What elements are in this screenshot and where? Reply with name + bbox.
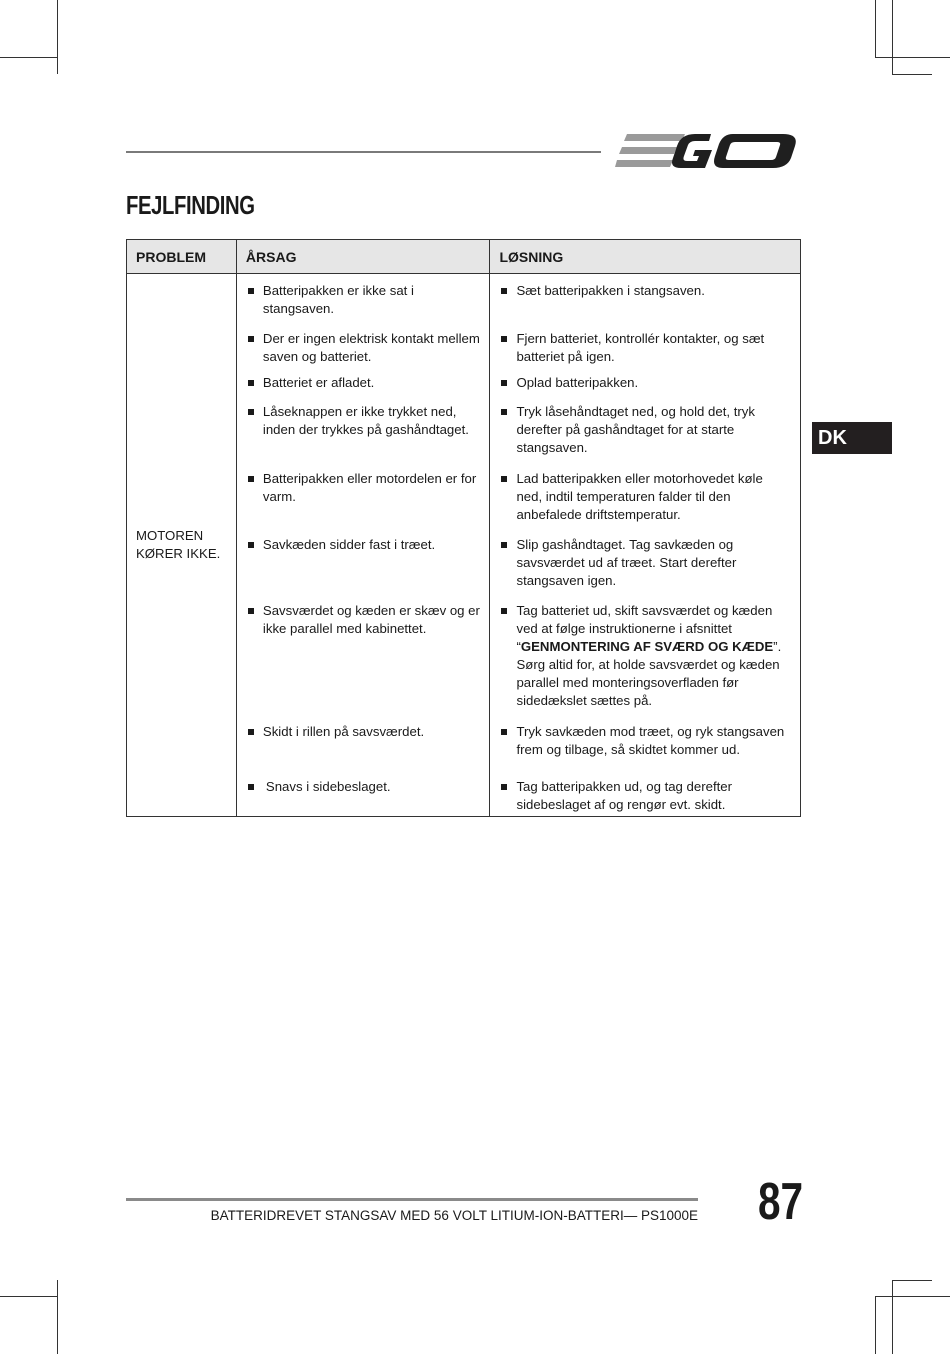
column-header-problem: PROBLEM [127, 240, 237, 274]
cause-text: Låseknappen er ikke trykket ned, inden der trykkes på gashåndtaget. [246, 403, 481, 439]
cause-text: Savkæden sidder fast i træet. [246, 536, 481, 554]
section-reference: GENMONTERING AF SVÆRD OG KÆDE [520, 638, 774, 654]
crop-mark [875, 1296, 876, 1354]
solution-text: Oplad batteripakken. [499, 374, 791, 392]
crop-mark [892, 1280, 932, 1281]
crop-mark [892, 1280, 893, 1354]
crop-mark [0, 1296, 58, 1297]
solution-text: Tryk savkæden mod træet, og ryk stangsaven frem og tilbage, så skidtet kommer ud. [499, 723, 791, 759]
column-header-cause: ÅRSAG [236, 240, 490, 274]
troubleshooting-table [126, 239, 801, 817]
crop-mark [892, 74, 932, 75]
crop-mark [875, 0, 876, 58]
column-header-solution: LØSNING [490, 240, 801, 274]
cause-text: Savsværdet og kæden er skæv og er ikke parallel med kabinettet. [246, 602, 481, 638]
solution-text: Tag batteriet ud, skift savsværdet og kæden ved at følge instruktionerne i afsnittet “GENMONTERING AF SVÆRD OG KÆDE”. Sørg altid for, at holde savsværdet og kæden parallel med monteringsoverfladen før sidedækslet sættes på. [499, 602, 791, 710]
cause-text: Der er ingen elektrisk kontakt mellem saven og batteriet. [246, 330, 481, 366]
solution-text: Sæt batteripakken i stangsaven. [499, 282, 791, 300]
solution-text: Slip gashåndtaget. Tag savkæden og savsværdet ud af træet. Start derefter stangsaven igen. [499, 536, 791, 590]
table-header-row [127, 240, 801, 274]
crop-mark [875, 57, 950, 58]
language-tab: DK [812, 422, 892, 454]
footer-text: BATTERIDREVET STANGSAV MED 56 VOLT LITIUM-ION-BATTERI— PS1000E [210, 1208, 698, 1223]
ego-logo [615, 128, 805, 174]
table-row [127, 274, 801, 322]
cause-text: Batteripakken eller motordelen er for varm. [246, 470, 481, 506]
problem-line: MOTOREN [136, 528, 204, 543]
crop-mark [892, 0, 893, 74]
crop-mark [57, 0, 58, 74]
crop-mark [0, 57, 58, 58]
cause-text: Batteriet er afladet. [246, 374, 481, 392]
page-number: 87 [758, 1173, 804, 1231]
page-title: FEJLFINDING [126, 190, 255, 220]
cause-text: Batteripakken er ikke sat i stangsaven. [246, 282, 481, 318]
solution-text: Tryk låsehåndtaget ned, og hold det, tryk derefter på gashåndtaget for at starte stangsaven. [499, 403, 791, 457]
cause-text: Snavs i sidebeslaget. [246, 778, 481, 796]
problem-line: KØRER IKKE. [136, 546, 221, 561]
crop-mark [875, 1296, 950, 1297]
problem-cell [127, 274, 237, 817]
solution-text: Lad batteripakken eller motorhovedet køle ned, indtil temperaturen falder til den anbefalede driftstemperatur. [499, 470, 791, 524]
crop-mark [57, 1280, 58, 1354]
cause-text: Skidt i rillen på savsværdet. [246, 723, 481, 741]
solution-text: Tag batteripakken ud, og tag derefter sidebeslaget af og rengør evt. skidt. [499, 778, 791, 814]
header-rule [126, 151, 601, 153]
solution-text: Fjern batteriet, kontrollér kontakter, og sæt batteriet på igen. [499, 330, 791, 366]
footer-rule [126, 1198, 698, 1201]
